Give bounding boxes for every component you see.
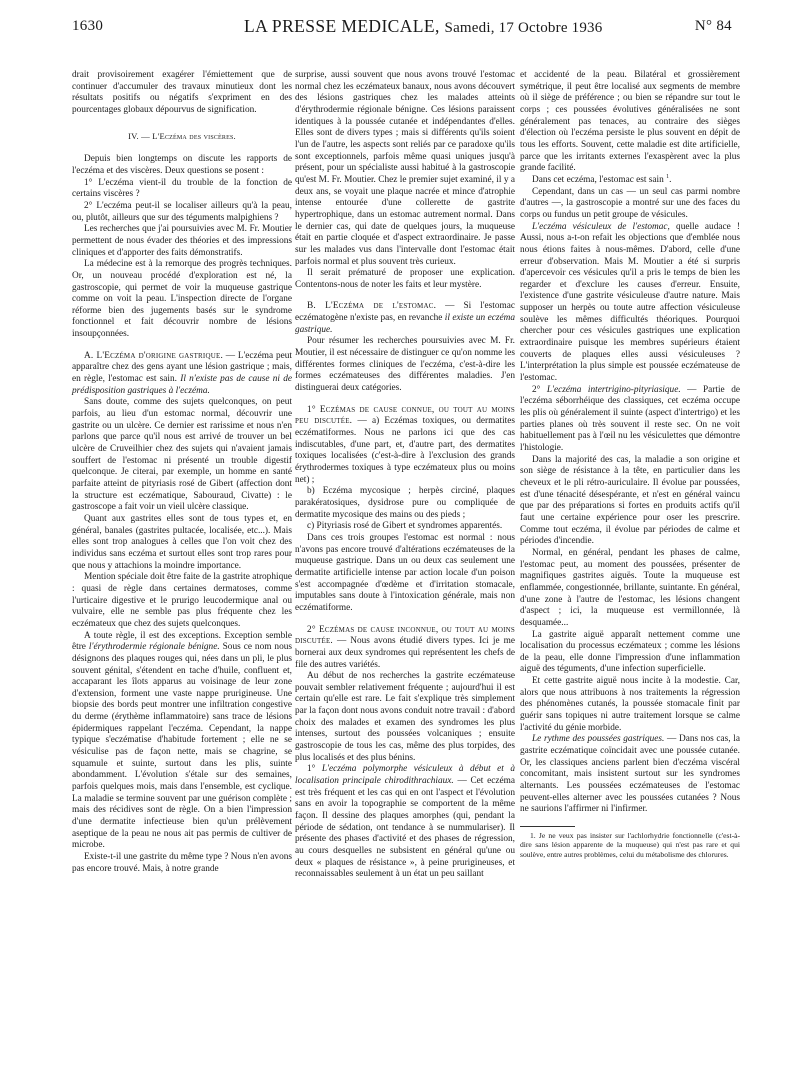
text-run: A toute règle, il est des exceptions. Exception semble être xyxy=(72,630,292,653)
section-heading: IV. — L'Eczéma des viscères. xyxy=(128,130,236,141)
paragraph: Sans doute, comme des sujets quelconques, on peut parfois, au lieu d'un estomac normal, découvrir une gastrite ou un ulcère. Ce dernier est rarissime et nous n'en parlons que parce qu'il nous est arrivé de trouver un bel ulcère de Cruveilhier chez des sujets qui n'avaient jamais souffert de l'estomac ni présenté un trouble digestif quelconque. Je citerai, par exemple, un homme en santé parfaite atteint de pityriasis rosé de Gibert (affection dont la structure est eczématique, Sabouraud, Civatte) : le gastroscope a fait voir un vieil ulcère classique. xyxy=(72,397,292,513)
text-run: — L'eczéma peut apparaître chez des gens ayant une lésion gastrique ; mais, en règle, l'estomac est sain. xyxy=(72,350,292,385)
subsection-paragraph xyxy=(295,405,515,487)
paragraph: Dans cet eczéma, l'estomac est sain $^1$. xyxy=(532,173,672,185)
text-run: — a) Eczémas toxiques, ou dermatites eczématiformes. Nous ne parlons ici que des cas indiscutables, d'une part, et, d'autre part, des dermatites toxiques localisées (c'est-à-dire à l'exclusion des grands érythrodermes toxiques à type eczémateux plus ou moins net) ; xyxy=(295,416,515,485)
journal-name: LA PRESSE MEDICALE, xyxy=(244,16,440,36)
text-run: — Cet eczéma est très fréquent et les cas qui en ont l'aspect et l'évolution sans en avoir la topographie se comportent de la même façon. Il dessine des plaques amorphes (qui, pendant la période de sédation, ont tendance à se nummulariser). Il présente des phases d'activité et des phases de régression, au cours desquelles ne subsistent en général qu'une ou deux « plaques de résistance », à peine prurigineuses, et reconnaissables seulement à un état un peu saillant xyxy=(295,776,515,880)
paragraph: et accidenté de la peau. Bilatéral et grossièrement symétrique, il peut être localisé aux segments de membre où il siège de préférence ; ou bien se répandre sur tout le corps ; ces poussées évolutives généralisées ne sont généralement pas tenaces, au contraire des sièges d'élection où l'eczéma persiste le plus souvent en dépit de tous les efforts. Souvent, cette maladie est dite artificielle, parce que les irritants externes l'exaspèrent avec la plus grande facilité. xyxy=(520,70,740,174)
subsection-paragraph xyxy=(295,301,515,336)
paragraph: Existe-t-il une gastrite du même type ? Nous n'en avons pas encore trouvé. Mais, à notre grande xyxy=(72,852,292,874)
paragraph: Il serait prématuré de proposer une explication. Contentons-nous de noter les faits et leur mystère. xyxy=(295,268,515,290)
paragraph: Et cette gastrite aiguë nous incite à la modestie. Car, alors que nous attribuons à nos traitements la régression des phénomènes cutanés, la poussée stomacale finit par guérir sans topiques ni autre traitement lorsque se calme l'activité du génie morbide. xyxy=(520,676,740,733)
paragraph: Au début de nos recherches la gastrite eczémateuse pouvait sembler relativement fréquente ; aujourd'hui il est certain qu'elle est rare. Le fait s'explique très simplement par la façon dont nous avons conduit notre travail : d'abord choix des malades et examen des syndromes les plus intenses, surtout des poussées volcaniques ; ensuite gastroscopie de tous les cas, même des plus torpides, des plus localisés et des plus bénins. xyxy=(295,671,515,763)
italic-run: L'eczéma intertrigino-pityriasique. xyxy=(546,384,681,395)
journal-title xyxy=(244,16,602,37)
paragraph: surprise, aussi souvent que nous avons trouvé l'estomac normal chez les eczémateux banaux, nous avons découvert des lésions gastriques chez les malades atteints d'érythrodermie régionale bénigne. Ces lésions paraissent identiques à la poussée cutanée et indépendantes d'elles. Elles sont de divers types ; mais si différents qu'ils soient l'un de l'autre, les aspects sont reliés par ce paradoxe qu'ils sont exceptionnels, parfois même quasi uniques jusqu'à présent, pour un spécialiste aussi habitué à la gastroscopie qu'est M. Fr. Moutier. Chez le premier sujet examiné, il y a deux ans, se voyait une plaque nacrée et mince d'atrophie intense entourée d'une collerette de gastrite hypertrophique, dans un estomac autrement normal. Dans le dernier cas, qui date de quelques jours, la muqueuse était en partie cloquée et d'aspect extraordinaire. Je passe sur les malades vus dans l'intervalle dont l'estomac était parfois normal et plus souvent très curieux. xyxy=(295,70,515,267)
paragraph: c) Pityriasis rosé de Gibert et syndromes apparentés. xyxy=(307,521,503,532)
issue-date: Samedi, 17 Octobre 1936 xyxy=(444,20,603,36)
subsection-heading: 2° Eczémas de cause inconnue, ou tout au moins discutée. xyxy=(295,624,515,647)
paragraph: La médecine est à la remorque des progrès techniques. Or, un nouveau procédé d'exploration est né, la gastroscopie, qui permet de voir la muqueuse gastrique comme on voit la peau. L'inspection directe de l'organe réforme bien des jugements basés sur le syndrome fonctionnel et fait découvrir nombre de lésions insoupçonnées. xyxy=(72,259,292,340)
paragraph xyxy=(72,631,292,852)
subsection-heading: A. L'Eczéma d'origine gastrique. xyxy=(84,350,223,361)
paragraph: drait provisoirement exagérer l'émiettement que de continuer d'accumuler des travaux minutieux dont les résultats positifs ou négatifs s'expriment en des pourcentages globaux dépourvus de signification. xyxy=(72,70,292,115)
paragraph: Depuis bien longtemps on discute les rapports de l'eczéma et des viscères. Deux questions se posent : xyxy=(72,154,292,176)
paragraph: Normal, en général, pendant les phases de calme, l'estomac peut, au moment des poussées, présenter de magnifiques gastrites aiguës. Toute la muqueuse est enflammée, congestionnée, brillante, suintante. En général, d'une zone à l'autre de l'estomac, les lésions changent d'aspect ; ici, la muqueuse est vermillonnée, là desquamée... xyxy=(520,547,740,628)
column-middle xyxy=(295,70,515,881)
text-run: — Partie de l'eczéma séborrhéique des classiques, cet eczéma occupe les plis où généralement il suinte (aspect d'intertrigo) et les parties planes où très souvent il reste sec. On ne voit habituellement pas à l'œil nu les vésiculettes que démontre l'histologie. xyxy=(520,384,740,453)
page-header xyxy=(72,16,732,42)
column-left xyxy=(72,70,292,875)
paragraph: Cependant, dans un cas — un seul cas parmi nombre d'autres —, la gastroscopie a montré sur une des faces du corps ou fundus un petit groupe de vésicules. xyxy=(520,186,740,220)
text-run: — Si l'estomac eczématogène n'existe pas, en revanche xyxy=(295,301,515,324)
paragraph xyxy=(520,222,740,385)
italic-run: il existe un eczéma gastrique. xyxy=(295,313,515,335)
paragraph xyxy=(295,764,515,881)
text-run: 1° xyxy=(307,764,322,775)
text-run: 2° xyxy=(532,384,547,395)
italic-run: Il n'existe pas de cause ni de prédisposition gastriques à l'eczéma. xyxy=(72,374,292,396)
column-right xyxy=(520,70,740,859)
footnote: 1. Je ne veux pas insister sur l'achlorhydrie fonctionnelle (c'est-à-dire sans lésion apparente de la muqueuse) qui n'est pas rare et qui soulève, entre autres problèmes, celui du métabolisme des chlorures. xyxy=(520,831,740,859)
italic-run: L'eczéma polymorphe vésiculeux à début et à localisation principale chirodithrachiaux. xyxy=(295,764,515,787)
subsection-heading: B. L'Eczéma de l'estomac. xyxy=(307,301,437,312)
text-run: Sous ce nom nous désignons des plaques rouges qui, nées dans un pli, le plus souvent génital, s'étendent en tache d'huile, confluent et, accaparant les îlots apparus au voisinage de leur zone d'extension, forment une vaste nappe prurigineuse. Une biopsie des bords peut montrer une infiltration congestive du derme (érythème inflammatoire) sans trace de lésions épidermiques rappelant l'eczéma. Cependant, la nappe typique s'eczématise d'habitude fortement ; elle ne se vésiculise pas de façon nette, mais se chagrine, se squamule et suinte, surtout dans les plis, suinte abondamment. L'évolution s'étale sur des semaines, parfois quelques mois, mais dans l'ensemble, est cyclique. La maladie se termine souvent par une guérison complète ; mais des récidives sont de règle. On a bien l'impression d'une dermatite infectieuse bien qu'un prélèvement aseptique de la peau ne nous ait pas permis de cultiver de microbe. xyxy=(72,642,292,851)
paragraph: 2° L'eczéma peut-il se localiser ailleurs qu'à la peau, ou, plutôt, ailleurs que sur des téguments malpighiens ? xyxy=(72,200,292,223)
text-run: — Nous avons étudié divers types. Ici je me bornerai aux deux syndromes qui représentent les chefs de file des autres variétés. xyxy=(295,636,515,670)
paragraph: Quant aux gastrites elles sont de tous types et, en général, banales (gastrites pultacée, localisée, etc...). Mais elles sont trop analogues à celles que l'on voit chez des individus sans eczéma et surtout elles sont trop rares pour que nous y attachions la moindre importance. xyxy=(72,513,292,571)
paragraph: Pour résumer les recherches poursuivies avec M. Fr. Moutier, il est nécessaire de distinguer ce qu'on nomme les différentes formes cliniques de l'eczéma, c'est-à-dire les formes eczémateuses des différentes maladies. J'en distinguerai deux catégories. xyxy=(295,336,515,394)
paragraph: Les recherches que j'ai poursuivies avec M. Fr. Moutier permettent de nous évader des théories et des impressions cliniques et d'apporter des faits démonstratifs. xyxy=(72,224,292,258)
text-run: Dans cet eczéma, l'estomac est sain xyxy=(532,174,664,185)
italic-run: Le rythme des poussées gastriques. xyxy=(532,734,665,745)
issue-number: N° 84 xyxy=(694,18,732,34)
italic-run: L'eczéma vésiculeux de l'estomac, xyxy=(532,221,670,232)
footnote-divider xyxy=(520,826,575,827)
subsection-paragraph xyxy=(72,351,292,398)
footnote-marker: 1 xyxy=(666,173,670,180)
paragraph: Mention spéciale doit être faite de la gastrite atrophique : quasi de règle dans certaines dermatoses, comme l'urticaire digestive et le prurigo leucodermique anal ou vulvaire, elle ne semble pas plus fréquente chez les eczémateux que chez des sujets quelconques. xyxy=(72,572,292,629)
paragraph: b) Eczéma mycosique ; herpès circiné, plaques parakératosiques, dysidrose pure ou compliquée de dermatite mycosique des mains ou des pieds ; xyxy=(295,486,515,520)
subsection-paragraph xyxy=(295,625,515,672)
paragraph xyxy=(520,734,740,816)
paragraph: Dans la majorité des cas, la maladie a son origine et son siège de résistance à la tête, en particulier dans les cheveux et le pli rétro-auriculaire. Il évolue par poussées, est d'une ténacité désespérante, et n'est en général vaincu que par des préparations si fortes en produits actifs qu'il faut une certaine expérience pour oser les prescrire. Comme tout eczéma, il évolue par périodes de calme et périodes d'incendie. xyxy=(520,454,740,547)
paragraph xyxy=(520,385,740,455)
text-run: quelle audace ! Aussi, nous a-t-on refait les objections que d'emblée nous nous étions faites à nous-mêmes. D'abord, celle d'une erreur d'observation. Mais M. Moutier a été si surpris d'apercevoir ces vésicules qu'il a pris le temps de bien les regarder et d'exclure les causes d'erreur. Ensuite, l'existence d'une gastrite vésiculeuse d'autre nature. Mais supposer un herpès ou toute autre affection vésiculeuse soulève les mêmes difficultés théoriques. Pourquoi chercher pour ces vésicules gastriques une explication extraordinaire puisque les membres supérieurs étaient couverts de plaques elles aussi vésiculeuses ? L'interprétation la plus simple est poussée eczémateuse de l'estomac. xyxy=(520,221,740,384)
paragraph: Dans ces trois groupes l'estomac est normal : nous n'avons pas encore trouvé d'altérations eczémateuses de la muqueuse gastrique. Dans un ou deux cas seulement une dermatite artificielle intense par action locale d'un poison s'est accompagnée d'œdème et d'irritation stomacale, imputables sans doute à l'intoxication générale, mais non eczématiforme. xyxy=(295,532,515,613)
subsection-heading: 1° Eczémas de cause connue, ou tout au moins peu discutée. xyxy=(295,404,515,427)
text-run: — Dans nos cas, la gastrite eczématique coïncidait avec une poussée cutanée. Or, les classiques anciens parlent bien d'eczéma viscéral concomitant, mais insistent surtout sur les syndromes alternants. Les poussées eczémateuses de l'estomac peuvent-elles alterner avec les poussées cutanées ? Nous ne saurions l'affirmer ni l'infirmer. xyxy=(520,734,740,815)
italic-run: l'érythrodermie régionale bénigne. xyxy=(88,642,220,653)
paragraph: La gastrite aiguë apparaît nettement comme une localisation du processus eczémateux ; comme les lésions de la peau, elle donne l'impression d'une inflammation aiguë des téguments, d'une infection superficielle. xyxy=(520,629,740,675)
paragraph: 1° L'eczéma vient-il du trouble de la fonction de certains viscères ? xyxy=(72,177,292,200)
page-number: 1630 xyxy=(72,18,104,34)
